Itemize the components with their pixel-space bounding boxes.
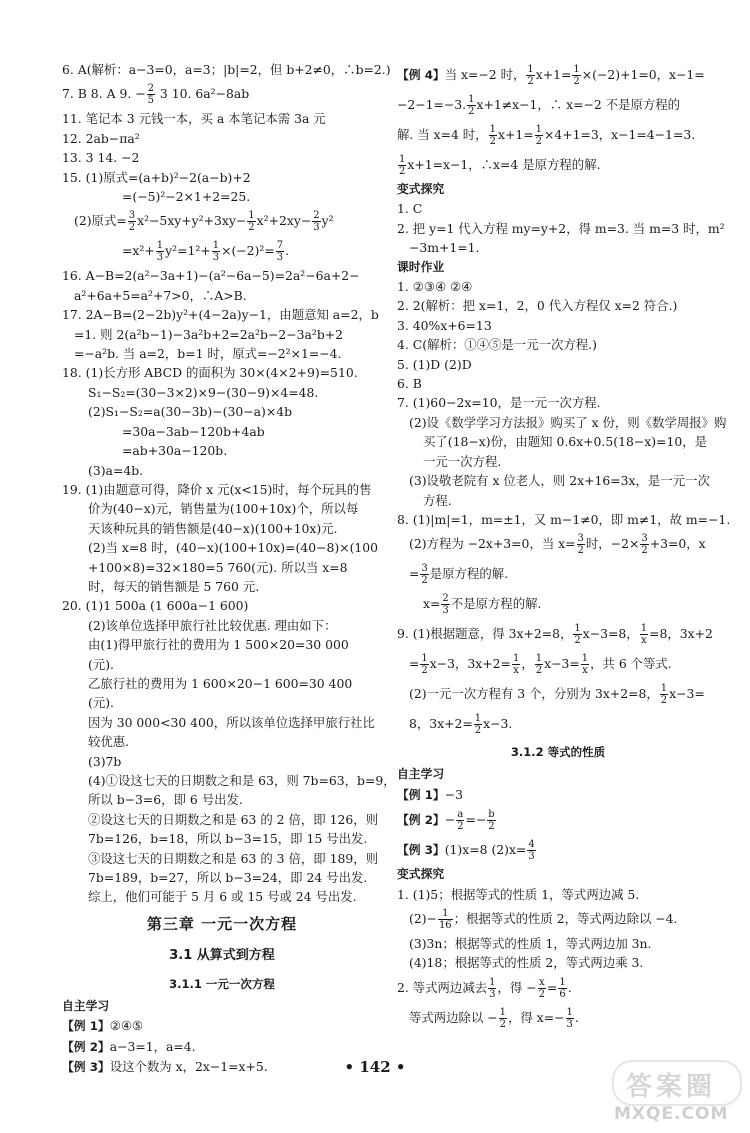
fraction: $\frac{1}{x}$ — [640, 623, 648, 647]
answer-18c: (2)S₁−S₂=a(30−3b)−(30−a)×4b — [88, 404, 293, 420]
fraction: $\frac{2}{5}$ — [147, 83, 154, 107]
fraction: $\frac{1}{2}$ — [660, 683, 668, 707]
fraction: $\frac{2}{3}$ — [442, 593, 449, 617]
fraction: $\frac{1}{2}$ — [535, 653, 543, 677]
homework-6: 6. B — [397, 376, 422, 392]
subsection-3-1-2: 3.1.2 等式的性质 — [510, 745, 606, 760]
variant-heading: 变式探究 — [397, 182, 445, 196]
example-4d: $\frac{1}{2}$ x+1=x−1，∴x=4 是原方程的解. — [399, 154, 601, 177]
fraction: $\frac{1}{x}$ — [581, 653, 589, 677]
answer-18e: =ab+30a−120b. — [122, 443, 228, 459]
answer-7-10: 7. B 8. A 9. − $\frac{2}{5}$ 3 10. 6a²−8ab — [62, 83, 250, 107]
fraction: $\frac{1}{2}$ — [248, 210, 255, 234]
homework-9b: = $\frac{1}{2}$ x−3，3x+2= $\frac{1}{x}$ ， $\frac{1}{2}$ x−3= $\frac{1}{x}$ ，共 6 个等式. — [409, 653, 672, 677]
homework-8: 8. (1)|m|=1，m=±1，又 m−1≠0，即 m≠1，故 m=−1. — [397, 511, 731, 527]
answer-20o: 7b=189，b=27，所以 b−3=24，即 24 号出发. — [88, 870, 368, 886]
answer-20n: ③设这七天的日期数之和是 63 的 3 倍，即 189，则 — [88, 850, 379, 866]
fraction: $\frac{1}{2}$ — [489, 124, 496, 147]
page-number: • 142 • — [344, 1058, 406, 1076]
fraction: $\frac{b}{2}$ — [488, 809, 495, 833]
answer-20: 20. (1)1 500a (1 600a−1 600) — [62, 598, 249, 614]
example-3b: 【例 3】(1)x=8 (2)x= $\frac{4}{3}$ — [397, 839, 535, 863]
homework-7: 7. (1)60−2x=10，是一元一次方程. — [397, 395, 601, 411]
watermark-chars: 答案圈 — [626, 1072, 717, 1102]
fraction: $\frac{1}{3}$ — [156, 240, 164, 264]
fraction: $\frac{1}{6}$ — [559, 976, 566, 1000]
homework-heading: 课时作业 — [397, 259, 445, 274]
homework-7f: 方程. — [423, 492, 452, 508]
answer-20f: (元). — [88, 695, 114, 711]
answer-20m: 7b=126，b=18，所以 b−3=15，即 15 号出发. — [88, 831, 368, 847]
variant2-1b: (2)− $\frac{1}{16}$ ；根据等式的性质 2，等式两边除以 −4. — [409, 907, 678, 931]
fraction: $\frac{3}{2}$ — [421, 563, 428, 587]
fraction: $\frac{1}{3}$ — [489, 976, 496, 1000]
answer-15-1: 15. (1)原式=(a+b)²−2(a−b)+2 — [62, 169, 251, 185]
homework-7d: 一元一次方程. — [423, 453, 502, 469]
answer-18f: (3)a=4b. — [88, 462, 144, 478]
answer-12: 12. 2ab−πa² — [62, 130, 140, 146]
fraction: $\frac{1}{2}$ — [535, 124, 542, 147]
fraction: $\frac{3}{2}$ — [128, 210, 136, 234]
variant2-1a: 1. (1)5；根据等式的性质 1，等式两边减 5. — [397, 886, 640, 902]
answer-16: 16. A−B=2(a²−3a+1)−(a²−6a−5)=2a²−6a+2− — [62, 268, 360, 284]
answer-20l: ②设这七天的日期数之和是 63 的 2 倍，即 126，则 — [88, 811, 379, 827]
fraction: $\frac{4}{3}$ — [528, 839, 535, 863]
homework-8b: (2)方程为 −2x+3=0，当 x= $\frac{3}{2}$ 时，−2× $\frac{3}{2}$ +3=0，x — [409, 533, 706, 557]
answer-20k: 所以 b−3=6，即 6 号出发. — [88, 792, 243, 808]
fraction: $\frac{1}{2}$ — [468, 94, 475, 117]
fraction: $\frac{2}{3}$ — [313, 210, 320, 234]
variant2-2b: 等式两边除以 − $\frac{1}{2}$ ，得 x=− $\frac{1}{3}$ . — [409, 1006, 579, 1030]
fraction: $\frac{1}{x}$ — [512, 653, 520, 677]
example-4b: −2−1=−3. $\frac{1}{2}$ x+1≠x−1，∴ x=−2 不是原方程的 — [397, 94, 681, 117]
left-column — [62, 60, 396, 1077]
right-column — [397, 60, 731, 1033]
homework-3: 3. 40%x+6=13 — [397, 317, 492, 333]
fraction: $\frac{1}{3}$ — [212, 240, 220, 264]
answer-18: 18. (1)长方形 ABCD 的面积为 30×(4×2+9)=510. — [62, 365, 358, 381]
homework-7c: 买了(18−x)份，由题知 0.6x+0.5(18−x)=10，是 — [423, 434, 707, 450]
section-title: 3.1 从算式到方程 — [169, 947, 275, 963]
homework-5: 5. (1)D (2)D — [397, 356, 472, 372]
chapter-title: 第三章 一元一次方程 — [146, 914, 298, 933]
fraction: $\frac{1}{2}$ — [527, 64, 534, 87]
fraction: $\frac{1}{2}$ — [399, 154, 406, 177]
answer-13-14: 13. 3 14. −2 — [62, 150, 140, 166]
fraction: $\frac{3}{2}$ — [577, 533, 584, 557]
answer-18d: =30a−3ab−120b+4ab — [122, 423, 265, 439]
homework-8d: x= $\frac{2}{3}$ 不是原方程的解. — [423, 593, 542, 617]
answer-19d: (2)当 x=8 时，(40−x)(100+10x)=(40−8)×(100 — [88, 540, 379, 556]
fraction: $\frac{1}{3}$ — [566, 1006, 573, 1030]
homework-7e: (3)设敬老院有 x 位老人，则 2x+16=3x，是一元一次 — [409, 473, 710, 489]
answer-19b: 价为(40−x)元，销售量为(100+10x)个，所以每 — [88, 501, 359, 517]
example-4: 【例 4】当 x=−2 时， $\frac{1}{2}$ x+1= $\frac{1}{2}$ ×(−2)+1=0，x−1= — [397, 64, 705, 87]
answer-6: 6. A(解析：a−3=0，a=3；|b|=2，但 b+2≠0，∴b=2.) — [62, 62, 391, 77]
answer-20d: (元). — [88, 656, 114, 672]
answer-19: 19. (1)由题意可得，降价 x 元(x<15)时，每个玩具的售 — [62, 481, 372, 497]
answer-16b: a²+6a+5=a²+7>0，∴A>B. — [74, 287, 247, 303]
answer-15-2b: =x²+ $\frac{1}{3}$ y²=1²+ $\frac{1}{3}$ ×(−2)²= $\frac{7}{3}$ . — [122, 240, 290, 264]
homework-8c: = $\frac{3}{2}$ 是原方程的解. — [409, 563, 509, 587]
example-2: 【例 2】a−3=1，a=4. — [62, 1038, 196, 1054]
variant2-1d: (4)18；根据等式的性质 2，等式两边乘 3. — [409, 955, 644, 971]
answer-11: 11. 笔记本 3 元钱一本，买 a 本笔记本需 3a 元 — [62, 111, 326, 127]
variant2-1c: (3)3n；根据等式的性质 1，等式两边加 3n. — [409, 935, 652, 951]
answer-17b: =1. 则 2(a²b−1)−3a²b+2=2a²b−2−3a²b+2 — [74, 326, 344, 342]
homework-9d: 8，3x+2= $\frac{1}{2}$ x−3. — [409, 713, 513, 737]
example-3: 【例 3】设这个数为 x，2x−1=x+5. — [62, 1059, 268, 1075]
homework-4: 4. C(解析：①④⑤是一元一次方程.) — [397, 337, 597, 353]
answer-20i: (3)7b — [88, 753, 122, 769]
fraction: $\frac{1}{16}$ — [438, 907, 452, 931]
answer-20g: 因为 30 000<30 400，所以该单位选择甲旅行社比 — [88, 714, 375, 730]
variant2-2a: 2. 等式两边减去 $\frac{1}{3}$ ，得 − $\frac{x}{2}$ = $\frac{1}{6}$ . — [397, 976, 572, 1000]
fraction: $\frac{1}{2}$ — [474, 713, 482, 737]
variant-2: 2. 把 y=1 代入方程 my=y+2，得 m=3. 当 m=3 时，m² — [397, 220, 725, 236]
watermark-logo — [612, 1060, 742, 1126]
subsection-title: 3.1.1 一元一次方程 — [169, 976, 275, 991]
fraction: $\frac{1}{2}$ — [574, 623, 581, 647]
fraction: $\frac{7}{3}$ — [276, 240, 284, 264]
fraction: $\frac{1}{2}$ — [573, 64, 580, 87]
answer-20j: (4)①设这七天的日期数之和是 63，则 7b=63，b=9， — [88, 773, 396, 788]
watermark-url: MXQE.COM — [614, 1104, 729, 1124]
self-study-heading: 自主学习 — [62, 998, 110, 1013]
example-2b: 【例 2】− $\frac{a}{2}$ =− $\frac{b}{2}$ — [397, 809, 495, 833]
homework-1: 1. ②③④ ②④ — [397, 279, 473, 295]
fraction: $\frac{a}{2}$ — [457, 809, 464, 833]
answer-18b: S₁−S₂=(30−3×2)×9−(30−9)×4=48. — [88, 384, 319, 400]
answer-19e: +100×8)=32×180=5 760(元). 所以当 x=8 — [88, 559, 348, 575]
answer-19f: 时，每天的销售额是 5 760 元. — [88, 578, 260, 594]
variant-1: 1. C — [397, 201, 423, 217]
answer-17c: =−a²b. 当 a=2，b=1 时，原式=−2²×1=−4. — [74, 346, 342, 362]
answer-20b: (2)该单位选择甲旅行社比较优惠. 理由如下： — [88, 617, 337, 633]
example-1: 【例 1】②④⑤ — [62, 1018, 144, 1034]
answer-15-2: (2)原式= $\frac{3}{2}$ x²−5xy+y²+3xy− $\frac{1}{2}$ x²+2xy− $\frac{2}{3}$ y² — [74, 210, 334, 234]
answer-17: 17. 2A−B=(2−2b)y²+(4−2a)y−1，由题意知 a=2，b — [62, 307, 379, 323]
homework-9c: (2)一元一次方程有 3 个，分别为 3x+2=8， $\frac{1}{2}$ x−3= — [409, 683, 705, 707]
fraction: $\frac{1}{2}$ — [421, 653, 428, 677]
self-study-heading-2: 自主学习 — [397, 767, 445, 782]
homework-2: 2. 2(解析：把 x=1，2，0 代入方程仅 x=2 符合.) — [397, 298, 678, 314]
answer-20h: 较优惠. — [88, 734, 130, 750]
fraction: $\frac{1}{2}$ — [499, 1006, 507, 1030]
answer-15-1b: =(−5)²−2×1+2=25. — [122, 189, 251, 205]
homework-9: 9. (1)根据题意，得 3x+2=8， $\frac{1}{2}$ x−3=8， $\frac{1}{x}$ =8，3x+2 — [397, 623, 713, 647]
variant-2b: −3m+1=1. — [409, 240, 480, 256]
homework-7b: (2)设《数学学习方法报》购买了 x 份，则《数学周报》购 — [409, 414, 727, 430]
example-4c: 解. 当 x=4 时， $\frac{1}{2}$ x+1= $\frac{1}{2}$ ×4+1=3，x−1=4−1=3. — [397, 124, 696, 147]
fraction: $\frac{3}{2}$ — [641, 533, 648, 557]
answer-20e: 乙旅行社的费用为 1 600×20−1 600=30 400 — [88, 675, 353, 691]
variant-heading-2: 变式探究 — [397, 867, 445, 882]
fraction: $\frac{x}{2}$ — [538, 976, 545, 1000]
answer-20c: 由(1)得甲旅行社的费用为 1 500×20=30 000 — [88, 637, 349, 653]
answer-19c: 天该种玩具的销售额是(40−x)(100+10x)元. — [88, 520, 338, 536]
answer-20p: 综上，他们可能于 5 月 6 或 15 号或 24 号出发. — [88, 889, 357, 905]
example-1b: 【例 1】−3 — [397, 786, 463, 802]
